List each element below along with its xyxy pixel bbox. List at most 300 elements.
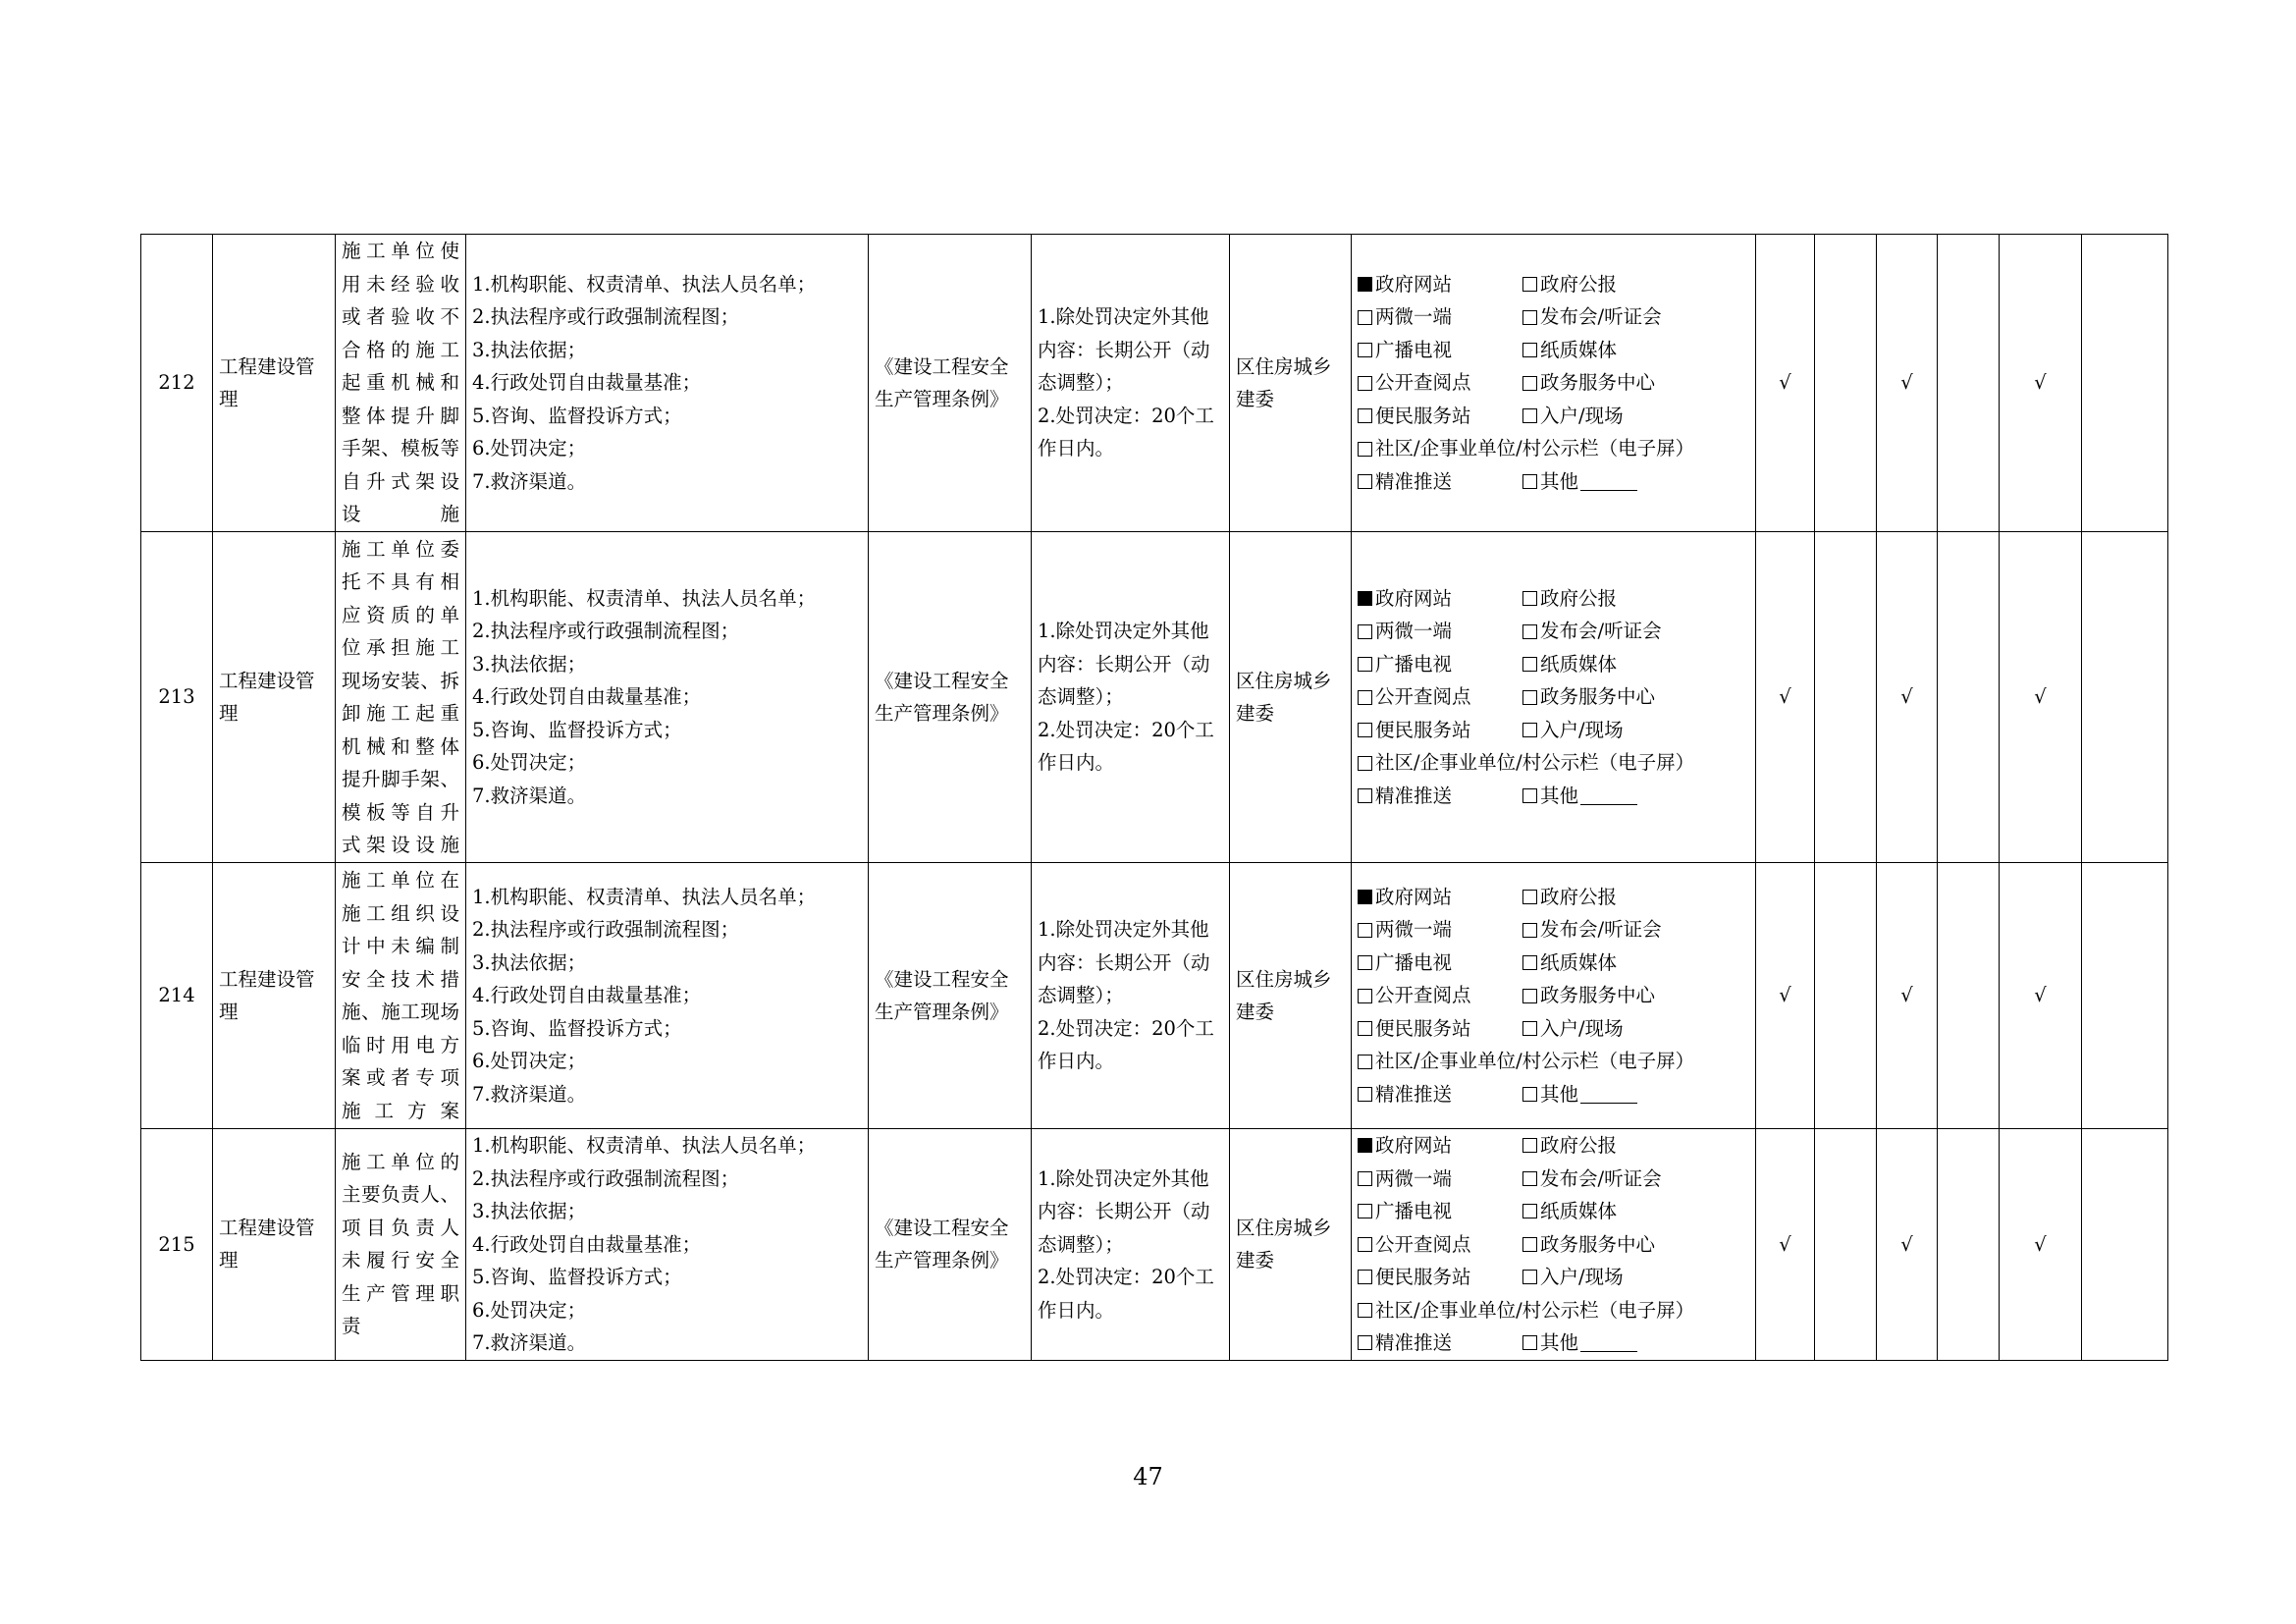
channel-option <box>1522 1163 1709 1196</box>
item-line: 案或者专项 <box>342 1066 459 1089</box>
channel-option <box>1358 780 1522 813</box>
channel-label: 广播电视 <box>1375 652 1453 676</box>
channel-option <box>1522 714 1709 747</box>
channel-option <box>1522 1326 1709 1360</box>
item-line: 式架设设施 <box>342 834 459 856</box>
check-cell <box>1938 235 2000 532</box>
unchecked-box-icon <box>1358 955 1372 970</box>
channel-option <box>1522 400 1709 433</box>
unchecked-box-icon <box>1522 624 1537 639</box>
channel-option <box>1522 979 1709 1012</box>
category-line: 理 <box>219 388 239 410</box>
check-cell <box>1877 863 1938 1129</box>
content-line: 6.处罚决定； <box>472 1298 587 1322</box>
item-line: 施工单位在 <box>342 869 459 892</box>
channel-option <box>1358 1228 1522 1262</box>
channel-option <box>1522 366 1709 400</box>
unchecked-box-icon <box>1522 277 1537 292</box>
channel-label: 发布会/听证会 <box>1540 305 1662 329</box>
time-line: 作日内。 <box>1038 1050 1115 1073</box>
subject-line: 区住房城乡 <box>1236 1216 1332 1239</box>
fill-in-blank <box>1580 472 1637 491</box>
channel-label: 公开查阅点 <box>1375 371 1471 395</box>
unchecked-box-icon <box>1522 723 1537 737</box>
content-line: 2.执法程序或行政强制流程图； <box>472 1166 740 1190</box>
item-line: 施工单位委 <box>342 537 459 561</box>
check-cell <box>1877 532 1938 863</box>
checked-box-icon <box>1358 1138 1372 1153</box>
row-number: 212 <box>141 235 213 532</box>
channel-label: 政务服务中心 <box>1540 984 1656 1007</box>
content-line: 6.处罚决定； <box>472 437 587 460</box>
basis-cell <box>869 863 1032 1129</box>
channel-option <box>1358 947 1522 980</box>
channel-option <box>1522 913 1709 947</box>
channel-label: 入户/现场 <box>1540 1266 1624 1288</box>
channel-option <box>1358 746 1709 780</box>
item-line: 机械和整体 <box>342 734 459 758</box>
check-cell <box>2082 1129 2168 1361</box>
channels-cell <box>1352 235 1756 532</box>
content-line: 7.救济渠道。 <box>472 784 587 807</box>
check-mark: √ <box>1779 685 1791 709</box>
channel-label: 精准推送 <box>1375 469 1453 493</box>
basis-cell <box>869 235 1032 532</box>
basis-line: 《建设工程安全 <box>875 967 1009 991</box>
channel-option <box>1358 979 1522 1012</box>
unchecked-box-icon <box>1522 657 1537 672</box>
unchecked-box-icon <box>1358 989 1372 1003</box>
unchecked-box-icon <box>1522 1171 1537 1186</box>
channel-label: 便民服务站 <box>1375 718 1471 741</box>
content-line: 6.处罚决定； <box>472 751 587 775</box>
item-line: 模板等自升 <box>342 800 459 824</box>
item-line: 或者验收不 <box>342 305 459 329</box>
channel-option <box>1522 1012 1709 1046</box>
category-line: 理 <box>219 702 239 725</box>
time-line: 1.除处罚决定外其他 <box>1038 305 1209 329</box>
unchecked-box-icon <box>1358 756 1372 771</box>
channel-label: 社区/企事业单位/村公示栏（电子屏） <box>1375 751 1695 775</box>
content-line: 3.执法依据； <box>472 950 587 974</box>
unchecked-box-icon <box>1358 788 1372 803</box>
item-line: 安全技术措 <box>342 967 459 991</box>
unchecked-box-icon <box>1522 1204 1537 1218</box>
page-number: 47 <box>1133 1463 1163 1490</box>
channel-label: 其他 <box>1540 784 1579 807</box>
checked-box-icon <box>1358 591 1372 606</box>
content-line: 6.处罚决定； <box>472 1050 587 1073</box>
channel-label: 精准推送 <box>1375 1331 1453 1354</box>
channel-option <box>1358 432 1709 465</box>
category-line: 工程建设管 <box>219 669 315 692</box>
category-line: 工程建设管 <box>219 1216 315 1239</box>
time-line: 2.处罚决定：20个工 <box>1038 404 1214 427</box>
channel-label: 发布会/听证会 <box>1540 918 1662 942</box>
channel-label: 政府公报 <box>1540 885 1618 908</box>
channel-option <box>1522 465 1709 499</box>
unchecked-box-icon <box>1358 624 1372 639</box>
category-cell <box>213 235 336 532</box>
item-line: 施工组织设 <box>342 901 459 925</box>
channel-label: 公开查阅点 <box>1375 1232 1471 1256</box>
content-line: 3.执法依据； <box>472 1200 587 1222</box>
item-line: 合格的施工 <box>342 338 459 361</box>
unchecked-box-icon <box>1358 1021 1372 1036</box>
time-limit-cell <box>1032 532 1230 863</box>
channel-checklist <box>1358 268 1749 499</box>
unchecked-box-icon <box>1358 1237 1372 1252</box>
content-line: 4.行政处罚自由裁量基准； <box>472 685 702 709</box>
channel-label: 政务服务中心 <box>1540 1232 1656 1256</box>
channel-option <box>1358 648 1522 681</box>
channel-label: 两微一端 <box>1375 918 1453 942</box>
check-cell <box>1756 532 1815 863</box>
item-line: 卸施工起重 <box>342 702 459 725</box>
content-cell <box>466 235 869 532</box>
channel-label: 纸质媒体 <box>1540 338 1618 361</box>
item-line: 托不具有相 <box>342 570 459 593</box>
channel-label: 政府公报 <box>1540 272 1618 296</box>
channel-label: 公开查阅点 <box>1375 984 1471 1007</box>
row-number: 213 <box>141 532 213 863</box>
item-line: 现场安装、拆 <box>342 669 459 692</box>
subject-cell <box>1230 863 1352 1129</box>
channel-option <box>1522 1129 1709 1163</box>
check-mark: √ <box>1779 984 1791 1007</box>
unchecked-box-icon <box>1358 1087 1372 1102</box>
channel-label: 便民服务站 <box>1375 1266 1471 1288</box>
subject-line: 建委 <box>1236 702 1275 725</box>
content-line: 2.执法程序或行政强制流程图； <box>472 918 740 942</box>
channel-label: 社区/企事业单位/村公示栏（电子屏） <box>1375 437 1695 460</box>
channel-option <box>1358 582 1522 616</box>
check-cell <box>2082 235 2168 532</box>
unchecked-box-icon <box>1522 474 1537 489</box>
unchecked-box-icon <box>1358 343 1372 357</box>
content-cell <box>466 532 869 863</box>
category-cell <box>213 1129 336 1361</box>
subject-line: 建委 <box>1236 388 1275 410</box>
unchecked-box-icon <box>1522 376 1537 391</box>
content-line: 4.行政处罚自由裁量基准； <box>472 984 702 1007</box>
channel-option <box>1522 648 1709 681</box>
basis-line: 生产管理条例》 <box>875 1249 1009 1272</box>
channel-option <box>1358 1078 1522 1111</box>
channel-option <box>1358 1129 1522 1163</box>
channel-label: 广播电视 <box>1375 338 1453 361</box>
channel-label: 两微一端 <box>1375 305 1453 329</box>
item-line: 项目负责人 <box>342 1216 459 1239</box>
unchecked-box-icon <box>1522 1270 1537 1284</box>
disclosure-table <box>140 234 2168 1361</box>
item-cell <box>336 235 466 532</box>
channel-option <box>1358 1261 1522 1294</box>
time-line: 1.除处罚决定外其他 <box>1038 918 1209 942</box>
unchecked-box-icon <box>1358 923 1372 938</box>
unchecked-box-icon <box>1522 1021 1537 1036</box>
category-line: 理 <box>219 1249 239 1272</box>
category-line: 工程建设管 <box>219 967 315 991</box>
content-line: 4.行政处罚自由裁量基准； <box>472 1232 702 1256</box>
check-cell <box>2000 235 2082 532</box>
item-line: 提升脚手架、 <box>342 768 459 790</box>
time-line: 1.除处罚决定外其他 <box>1038 620 1209 643</box>
channel-label: 纸质媒体 <box>1540 1200 1618 1222</box>
item-line: 自升式架设 <box>342 469 459 493</box>
unchecked-box-icon <box>1522 310 1537 325</box>
unchecked-box-icon <box>1522 890 1537 904</box>
table-row <box>141 863 2168 1129</box>
unchecked-box-icon <box>1522 591 1537 606</box>
channel-label: 纸质媒体 <box>1540 652 1618 676</box>
table-row <box>141 235 2168 532</box>
check-mark: √ <box>1900 984 1913 1007</box>
channel-label: 精准推送 <box>1375 784 1453 807</box>
channel-option <box>1522 268 1709 301</box>
channel-option <box>1522 680 1709 714</box>
content-line: 1.机构职能、权责清单、执法人员名单； <box>472 1134 817 1157</box>
channel-label: 社区/企事业单位/村公示栏（电子屏） <box>1375 1050 1695 1073</box>
channel-option <box>1358 1326 1522 1360</box>
unchecked-box-icon <box>1522 1138 1537 1153</box>
channel-option <box>1358 1045 1709 1078</box>
check-cell <box>2000 863 2082 1129</box>
unchecked-box-icon <box>1358 442 1372 457</box>
check-cell <box>2082 532 2168 863</box>
check-cell <box>2082 863 2168 1129</box>
check-cell <box>1938 1129 2000 1361</box>
channel-option <box>1358 366 1522 400</box>
item-line: 施工方案 <box>342 1099 459 1122</box>
unchecked-box-icon <box>1522 955 1537 970</box>
unchecked-box-icon <box>1522 788 1537 803</box>
channel-label: 发布会/听证会 <box>1540 1166 1662 1190</box>
channel-label: 便民服务站 <box>1375 1016 1471 1040</box>
check-mark: √ <box>1779 1232 1791 1256</box>
subject-line: 建委 <box>1236 1249 1275 1272</box>
channel-label: 公开查阅点 <box>1375 685 1471 709</box>
time-line: 内容：长期公开（动 <box>1038 652 1210 676</box>
subject-line: 区住房城乡 <box>1236 354 1332 378</box>
item-line: 位承担施工 <box>342 636 459 659</box>
table-row <box>141 532 2168 863</box>
unchecked-box-icon <box>1358 474 1372 489</box>
channel-option <box>1522 1261 1709 1294</box>
subject-line: 建委 <box>1236 1001 1275 1023</box>
channel-label: 政府公报 <box>1540 1134 1618 1157</box>
channel-option <box>1522 1228 1709 1262</box>
item-line: 生产管理职 <box>342 1281 459 1305</box>
channel-label: 其他 <box>1540 1331 1579 1354</box>
channels-cell <box>1352 863 1756 1129</box>
row-number: 215 <box>141 1129 213 1361</box>
unchecked-box-icon <box>1522 343 1537 357</box>
channel-option <box>1522 300 1709 334</box>
check-cell <box>1815 1129 1877 1361</box>
unchecked-box-icon <box>1358 1171 1372 1186</box>
content-cell <box>466 1129 869 1361</box>
fill-in-blank <box>1580 1333 1637 1352</box>
content-line: 7.救济渠道。 <box>472 469 587 493</box>
check-mark: √ <box>1900 371 1913 395</box>
content-line: 1.机构职能、权责清单、执法人员名单； <box>472 885 817 908</box>
channels-cell <box>1352 532 1756 863</box>
unchecked-box-icon <box>1522 1087 1537 1102</box>
basis-cell <box>869 1129 1032 1361</box>
checked-box-icon <box>1358 277 1372 292</box>
subject-cell <box>1230 1129 1352 1361</box>
category-cell <box>213 863 336 1129</box>
unchecked-box-icon <box>1358 1303 1372 1318</box>
channel-label: 其他 <box>1540 1082 1579 1106</box>
channel-label: 其他 <box>1540 469 1579 493</box>
time-line: 作日内。 <box>1038 1298 1115 1322</box>
check-mark: √ <box>2034 984 2047 1007</box>
unchecked-box-icon <box>1522 923 1537 938</box>
unchecked-box-icon <box>1358 1335 1372 1350</box>
checked-box-icon <box>1358 890 1372 904</box>
item-cell <box>336 532 466 863</box>
channel-option <box>1358 615 1522 648</box>
channel-label: 政府网站 <box>1375 885 1453 908</box>
unchecked-box-icon <box>1358 1204 1372 1218</box>
item-line: 整体提升脚 <box>342 404 459 427</box>
channel-option <box>1358 1012 1522 1046</box>
channel-option <box>1522 615 1709 648</box>
unchecked-box-icon <box>1522 1335 1537 1350</box>
channel-option <box>1358 300 1522 334</box>
unchecked-box-icon <box>1522 408 1537 423</box>
content-line: 7.救济渠道。 <box>472 1082 587 1106</box>
subject-cell <box>1230 532 1352 863</box>
subject-cell <box>1230 235 1352 532</box>
check-cell <box>1815 235 1877 532</box>
channel-label: 政务服务中心 <box>1540 371 1656 395</box>
item-line: 手架、模板等 <box>342 437 459 460</box>
time-line: 态调整）； <box>1038 685 1124 709</box>
check-cell <box>1877 235 1938 532</box>
time-line: 内容：长期公开（动 <box>1038 338 1210 361</box>
channel-option <box>1358 881 1522 914</box>
channel-label: 政府公报 <box>1540 586 1618 610</box>
basis-line: 《建设工程安全 <box>875 354 1009 378</box>
check-mark: √ <box>1900 685 1913 709</box>
fill-in-blank <box>1580 786 1637 805</box>
unchecked-box-icon <box>1358 657 1372 672</box>
time-line: 2.处罚决定：20个工 <box>1038 1266 1214 1288</box>
category-line: 理 <box>219 1001 239 1023</box>
channel-option <box>1522 1078 1709 1111</box>
unchecked-box-icon <box>1522 1237 1537 1252</box>
time-limit-cell <box>1032 863 1230 1129</box>
channel-option <box>1522 881 1709 914</box>
content-line: 5.咨询、监督投诉方式； <box>472 1016 682 1040</box>
content-line: 1.机构职能、权责清单、执法人员名单； <box>472 272 817 296</box>
channel-option <box>1522 1195 1709 1228</box>
item-line: 未履行安全 <box>342 1249 459 1272</box>
item-line: 施、施工现场 <box>342 1001 459 1023</box>
row-number: 214 <box>141 863 213 1129</box>
unchecked-box-icon <box>1358 690 1372 705</box>
channel-option <box>1358 400 1522 433</box>
time-line: 态调整）； <box>1038 1232 1124 1256</box>
check-mark: √ <box>1900 1232 1913 1256</box>
content-line: 7.救济渠道。 <box>472 1331 587 1354</box>
channel-option <box>1358 1294 1709 1327</box>
item-cell <box>336 863 466 1129</box>
check-cell <box>1756 863 1815 1129</box>
basis-line: 生产管理条例》 <box>875 1001 1009 1023</box>
channel-label: 政府网站 <box>1375 1134 1453 1157</box>
basis-line: 《建设工程安全 <box>875 669 1009 692</box>
channel-label: 入户/现场 <box>1540 718 1624 741</box>
check-mark: √ <box>1779 371 1791 395</box>
content-line: 2.执法程序或行政强制流程图； <box>472 620 740 643</box>
content-line: 3.执法依据； <box>472 652 587 676</box>
channel-option <box>1522 780 1709 813</box>
channel-label: 入户/现场 <box>1540 404 1624 427</box>
basis-line: 生产管理条例》 <box>875 702 1009 725</box>
time-line: 2.处罚决定：20个工 <box>1038 718 1214 741</box>
time-line: 2.处罚决定：20个工 <box>1038 1016 1214 1040</box>
channel-label: 政务服务中心 <box>1540 685 1656 709</box>
channel-option <box>1522 947 1709 980</box>
channel-label: 纸质媒体 <box>1540 950 1618 974</box>
time-limit-cell <box>1032 1129 1230 1361</box>
channel-option <box>1358 680 1522 714</box>
item-line: 用未经验收 <box>342 272 459 296</box>
subject-line: 区住房城乡 <box>1236 967 1332 991</box>
channel-checklist <box>1358 881 1749 1111</box>
content-line: 4.行政处罚自由裁量基准； <box>472 371 702 395</box>
unchecked-box-icon <box>1358 310 1372 325</box>
time-line: 1.除处罚决定外其他 <box>1038 1166 1209 1190</box>
channel-label: 政府网站 <box>1375 586 1453 610</box>
channel-option <box>1358 913 1522 947</box>
content-line: 1.机构职能、权责清单、执法人员名单； <box>472 586 817 610</box>
content-line: 5.咨询、监督投诉方式； <box>472 404 682 427</box>
unchecked-box-icon <box>1522 989 1537 1003</box>
subject-line: 区住房城乡 <box>1236 669 1332 692</box>
time-limit-cell <box>1032 235 1230 532</box>
item-line: 计中未编制 <box>342 935 459 957</box>
channel-label: 广播电视 <box>1375 1200 1453 1222</box>
check-cell <box>1938 532 2000 863</box>
time-line: 内容：长期公开（动 <box>1038 950 1210 974</box>
fill-in-blank <box>1580 1085 1637 1104</box>
time-line: 态调整）； <box>1038 984 1124 1007</box>
channel-option <box>1522 334 1709 367</box>
category-cell <box>213 532 336 863</box>
channel-option <box>1358 268 1522 301</box>
item-line: 施工单位的 <box>342 1150 459 1173</box>
item-line: 临时用电方 <box>342 1033 459 1056</box>
unchecked-box-icon <box>1358 408 1372 423</box>
item-line: 应资质的单 <box>342 603 459 626</box>
channel-label: 精准推送 <box>1375 1082 1453 1106</box>
item-line: 起重机械和 <box>342 371 459 395</box>
time-line: 态调整）； <box>1038 371 1124 395</box>
content-line: 5.咨询、监督投诉方式； <box>472 1266 682 1288</box>
check-cell <box>1815 532 1877 863</box>
unchecked-box-icon <box>1358 376 1372 391</box>
content-line: 5.咨询、监督投诉方式； <box>472 718 682 741</box>
channel-option <box>1358 465 1522 499</box>
time-line: 作日内。 <box>1038 437 1115 460</box>
content-cell <box>466 863 869 1129</box>
channel-option <box>1522 582 1709 616</box>
